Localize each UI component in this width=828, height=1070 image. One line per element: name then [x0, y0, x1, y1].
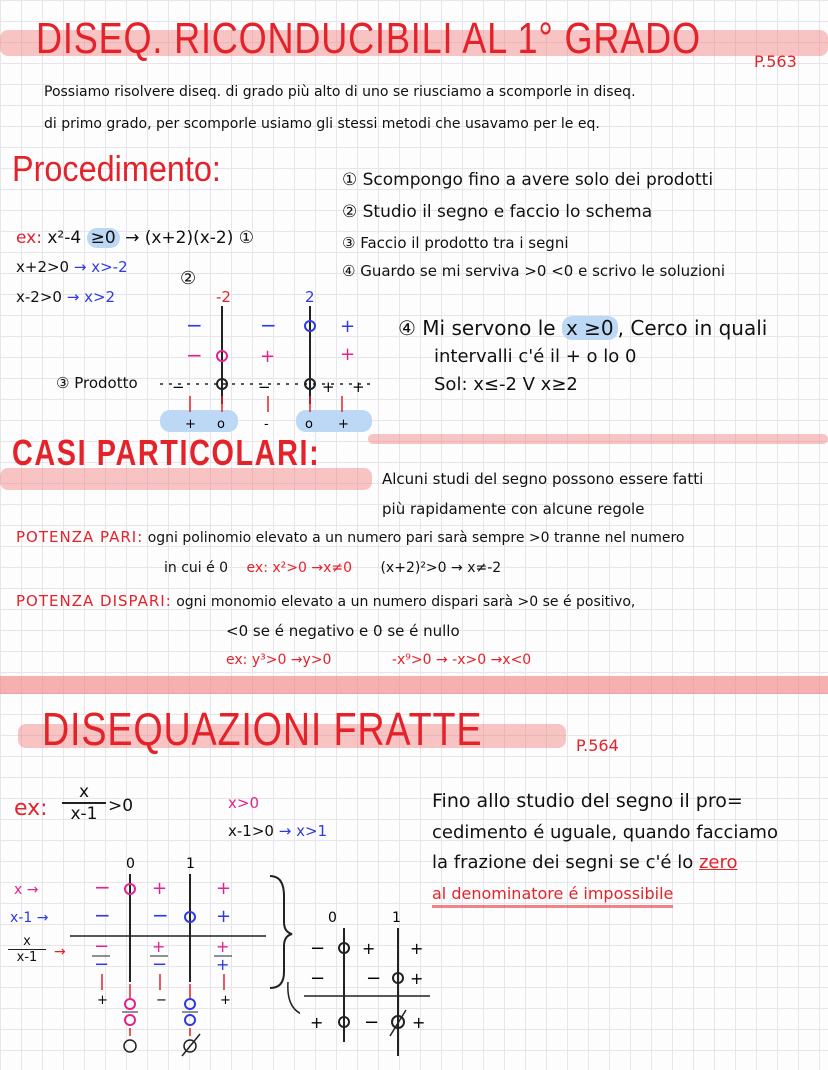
sign-chart-3: [304, 906, 434, 1062]
chart1-sign: +: [340, 316, 356, 337]
page-reference: P.563: [754, 52, 797, 71]
chart3-label-0: 0: [328, 910, 337, 926]
fractions-page-reference: P.564: [576, 736, 619, 755]
chart1-result: o: [305, 417, 313, 432]
chart1-sign: −: [260, 313, 277, 337]
example-factored: → (x+2)(x-2) ①: [125, 228, 255, 248]
fractions-text-1: Fino allo studio del segno il pro=: [432, 790, 743, 812]
step-4: ④ Guardo se mi serviva >0 <0 e scrivo le soluzioni: [342, 262, 726, 280]
fraction-condition: >0: [108, 796, 134, 816]
chart2-frac-num: x: [23, 934, 31, 949]
fractions-text-4: al denominatore é impossibile: [432, 884, 673, 908]
fraction-example: [62, 782, 106, 824]
chart2-label-0: 0: [126, 856, 135, 872]
fractions-text-3: la frazione dei segni se c'é lo: [432, 852, 694, 873]
chart1-label-2: 2: [305, 288, 315, 306]
odd-power-example-2: -x⁹>0 → -x>0 →x<0: [391, 652, 532, 668]
chart1-label-minus2: -2: [216, 288, 231, 306]
step-3: ③ Faccio il prodotto tra i segni: [342, 234, 569, 252]
svg-text:−: −: [94, 875, 111, 899]
step-2: ② Studio il segno e faccio lo schema: [342, 202, 653, 222]
section2-highlight: [368, 434, 828, 444]
svg-text:+: +: [310, 1013, 324, 1032]
even-power-line-2: [164, 560, 501, 576]
fractions-text-zero: zero: [698, 852, 738, 873]
fraction-example-prefix: ex:: [14, 796, 48, 821]
odd-power-label: POTENZA DISPARI:: [16, 592, 172, 610]
section-title: DISEQ. RICONDUCIBILI AL 1° GRADO: [36, 14, 701, 63]
fractions-title: DISEQUAZIONI FRATTE: [42, 703, 483, 755]
even-power-example: ex: x²>0 →x≠0: [246, 560, 353, 576]
svg-text:+: +: [152, 878, 168, 899]
fraction-denominator: x-1: [62, 802, 106, 824]
chart1-result: +: [338, 417, 349, 432]
svg-text:+: +: [216, 906, 232, 927]
factor-1-row: [16, 258, 128, 276]
step-4-text-b: , Cerco in quali: [617, 316, 768, 340]
chart1-sign: +: [260, 346, 276, 367]
chart1-product: −: [258, 378, 271, 396]
odd-power-example: ex: y³>0 →y>0: [226, 652, 332, 668]
odd-power-line-2: <0 se é negativo e 0 se é nullo: [226, 622, 460, 640]
even-power-example-2: (x+2)²>0 → x≠-2: [380, 560, 502, 576]
section-divider: [0, 676, 828, 694]
denominator-condition-row: [228, 822, 327, 840]
procedure-title: Procedimento:: [12, 148, 221, 189]
chart2-frac-arrow: →: [54, 944, 66, 960]
chart1-sign: −: [186, 313, 203, 337]
chart1-product: +: [322, 378, 335, 396]
step-4-solution: Sol: x≤-2 V x≥2: [434, 374, 578, 395]
chart3-label-1: 1: [392, 910, 401, 926]
factor-2-solution: → x>2: [66, 288, 116, 306]
step-4-condition: x ≥0: [562, 316, 618, 340]
svg-text:+: +: [410, 939, 424, 958]
example-expression: x²-4: [47, 228, 82, 248]
even-power-label: POTENZA PARI:: [16, 528, 144, 546]
intro-line-2: di primo grado, per scomporle usiamo gli stessi metodi che usavamo per le eq.: [44, 116, 600, 132]
svg-text:+: +: [362, 939, 376, 958]
step-2-marker: ②: [180, 268, 197, 289]
odd-power-row: [16, 592, 635, 610]
sign-chart-2: [70, 852, 300, 1062]
chart2-row-frac-label: [8, 934, 46, 965]
svg-text:−: −: [366, 968, 382, 989]
svg-text:−: −: [94, 936, 110, 957]
intro-line-1: Possiamo risolvere diseq. di grado più alto di uno se riusciamo a scomporle in diseq.: [44, 84, 636, 100]
svg-text:+: +: [152, 937, 166, 956]
svg-text:−: −: [94, 903, 111, 927]
fractions-text-2: cedimento é uguale, quando facciamo: [432, 822, 778, 843]
chart2-row-x-label: x →: [14, 882, 39, 898]
odd-power-text: ogni monomio elevato a un numero dispari sarà >0 se é positivo,: [176, 594, 636, 610]
example-1: [16, 228, 254, 248]
special-cases-title: CASI PARTICOLARI:: [12, 432, 321, 473]
denominator-solution: → x>1: [278, 822, 328, 840]
fraction-numerator: x: [78, 782, 90, 802]
svg-text:−: −: [94, 954, 110, 975]
svg-text:−: −: [364, 1012, 380, 1033]
factor-2: x-2>0: [16, 288, 62, 306]
step-4-line-2: intervalli c'é il + o lo 0: [434, 346, 637, 367]
numerator-condition: x>0: [228, 794, 259, 812]
sign-chart-1: [150, 284, 380, 436]
special-cases-intro-1: Alcuni studi del segno possono essere fatti: [382, 470, 704, 488]
chart2-frac-den: x-1: [8, 949, 46, 965]
fractions-text-3-row: [432, 852, 738, 873]
chart2-label-1: 1: [186, 856, 195, 872]
svg-text:−: −: [152, 903, 169, 927]
example-condition: ≥0: [87, 228, 120, 248]
svg-text:−: −: [152, 954, 168, 975]
svg-text:+: +: [410, 969, 424, 988]
svg-text:+: +: [97, 993, 108, 1008]
even-power-text-2: in cui é 0: [164, 560, 229, 576]
svg-text:−: −: [310, 938, 326, 959]
solution-highlight-left: [160, 410, 238, 432]
even-power-row: [16, 528, 685, 546]
factor-1: x+2>0: [16, 258, 70, 276]
step-1: ① Scompongo fino a avere solo dei prodotti: [342, 170, 714, 190]
step-4-explanation: [398, 316, 767, 340]
product-label: ③ Prodotto: [56, 374, 138, 392]
svg-text:+: +: [216, 878, 232, 899]
special-cases-intro-2: più rapidamente con alcune regole: [382, 500, 645, 518]
even-power-text: ogni polinomio elevato a un numero pari sarà sempre >0 tranne nel numero: [147, 530, 685, 546]
chart1-product: −: [172, 378, 185, 396]
odd-power-examples: [226, 652, 531, 668]
svg-text:+: +: [216, 955, 230, 974]
step-4-text: ④ Mi servono le: [398, 316, 556, 340]
factor-2-row: [16, 288, 115, 306]
chart1-result: -: [264, 417, 269, 432]
chart1-result: +: [185, 417, 196, 432]
denominator-condition: x-1>0: [228, 822, 274, 840]
chart1-product: +: [352, 378, 365, 396]
chart2-row-den-label: x-1 →: [10, 910, 49, 926]
svg-text:−: −: [310, 968, 326, 989]
factor-1-solution: → x>-2: [73, 258, 128, 276]
svg-text:+: +: [216, 937, 230, 956]
chart1-sign: +: [340, 344, 356, 365]
svg-text:+: +: [220, 993, 231, 1008]
svg-text:−: −: [156, 993, 167, 1008]
example-prefix: ex:: [16, 228, 42, 248]
svg-text:+: +: [412, 1013, 426, 1032]
chart1-result: o: [217, 417, 225, 432]
chart1-sign: −: [186, 343, 203, 367]
